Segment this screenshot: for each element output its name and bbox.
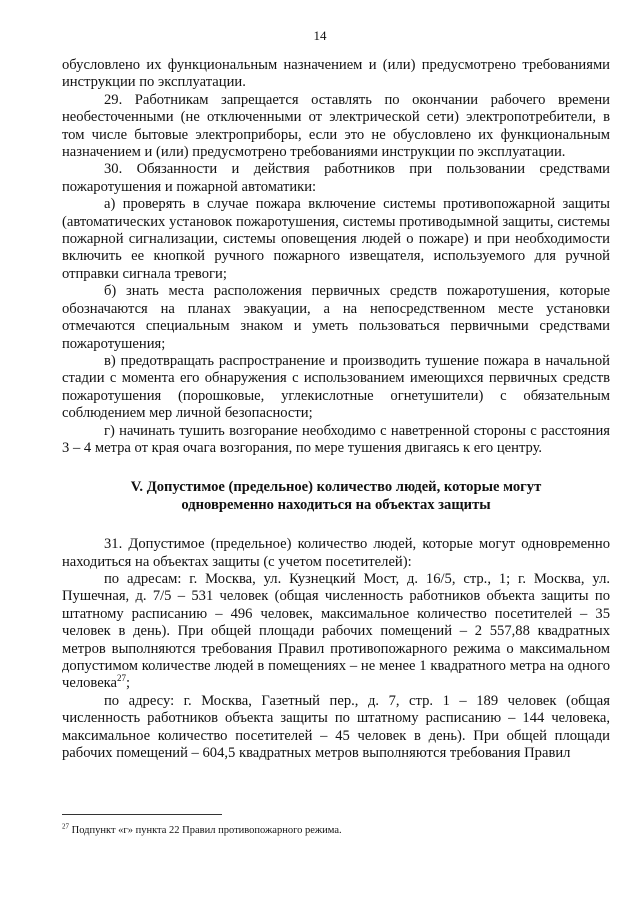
footnote — [62, 824, 610, 837]
section-heading — [62, 479, 610, 514]
paragraph-31: 31. Допустимое (предельное) количество людей, которые могут одновременно находиться на объектах защиты (с учетом посетителей): — [62, 536, 610, 570]
section-heading-line-1: V. Допустимое (предельное) количество людей, которые могут — [130, 479, 542, 496]
paragraph-30-g: г) начинать тушить возгорание необходимо с наветренной стороны с расстояния 3 – 4 метра от края очага возгорания, по мере тушения двигаясь к его центру. — [62, 422, 610, 456]
paragraph-31-address-1-end: ; — [126, 675, 131, 692]
paragraph-29: 29. Работникам запрещается оставлять по окончании рабочего времени необесточенными (не отключенными от электрической сети) электропотребители, в том числе бытовые электроприборы, если это не обусловлено их функциональным назначением и (или) предусмотрено требованиями инструкции по эксплуатации. — [62, 91, 610, 161]
paragraph-31-address-1-text: по адресам: г. Москва, ул. Кузнецкий Мост, д. 16/5, стр., 1; г. Москва, ул. Пушечная, д. 7/5 – 531 человек (общая численность работников объекта защиты по штатному расписанию – 496 человек, максимальное количество посетителей – 35 человек в день). При общей площади рабочих помещений – 2 557,88 квадратных метров выполняются требования Правил противопожарного режима о максимальном допустимом количестве людей в помещениях – не менее 1 квадратного метра на одного человека — [62, 570, 610, 692]
document-body — [62, 57, 610, 762]
footnote-mark: 27 — [62, 822, 69, 831]
section-heading-line-2: одновременно находиться на объектах защиты — [181, 496, 491, 513]
paragraph-30-a: а) проверять в случае пожара включение системы противопожарной защиты (автоматических установок пожаротушения, системы противодымной защиты, системы пожарной сигнализации, системы оповещения людей о пожаре) и при необходимости включить ее кнопкой ручного пожарного извещателя, используемого для ручной отправки сигнала тревоги; — [62, 196, 610, 282]
paragraph-30-v: в) предотвращать распространение и производить тушение пожара в начальной стадии с момента его обнаружения с использованием имеющихся первичных средств пожаротушения (порошковые, углекислотные огнетушители) с обязательным соблюдением мер личной безопасности; — [62, 352, 610, 422]
footnote-divider — [62, 814, 222, 815]
paragraph-30-b: б) знать места расположения первичных средств пожаротушения, которые обозначаются на планах эвакуации, а на непосредственном месте установки отмечаются специальным знаком и уметь пользоваться первичными средствами пожаротушения; — [62, 283, 610, 352]
page-number: 14 — [313, 28, 327, 43]
paragraph-30: 30. Обязанности и действия работников при пользовании средствами пожаротушения и пожарной автоматики: — [62, 161, 610, 195]
paragraph-31-address-1 — [62, 571, 610, 693]
paragraph-continuation: обусловлено их функциональным назначением и (или) предусмотрено требованиями инструкции по эксплуатации. — [62, 57, 610, 91]
footnote-text: Подпункт «г» пункта 22 Правил противопожарного режима. — [71, 825, 342, 836]
footnote-reference: 27 — [117, 673, 127, 684]
paragraph-31-address-2: по адресу: г. Москва, Газетный пер., д. 7, стр. 1 – 189 человек (общая численность работников объекта защиты по штатному расписанию – 144 человека, максимальное количество посетителей – 45 человек в день). При общей площади рабочих помещений – 604,5 квадратных метров выполняются требования Правил — [62, 692, 610, 762]
